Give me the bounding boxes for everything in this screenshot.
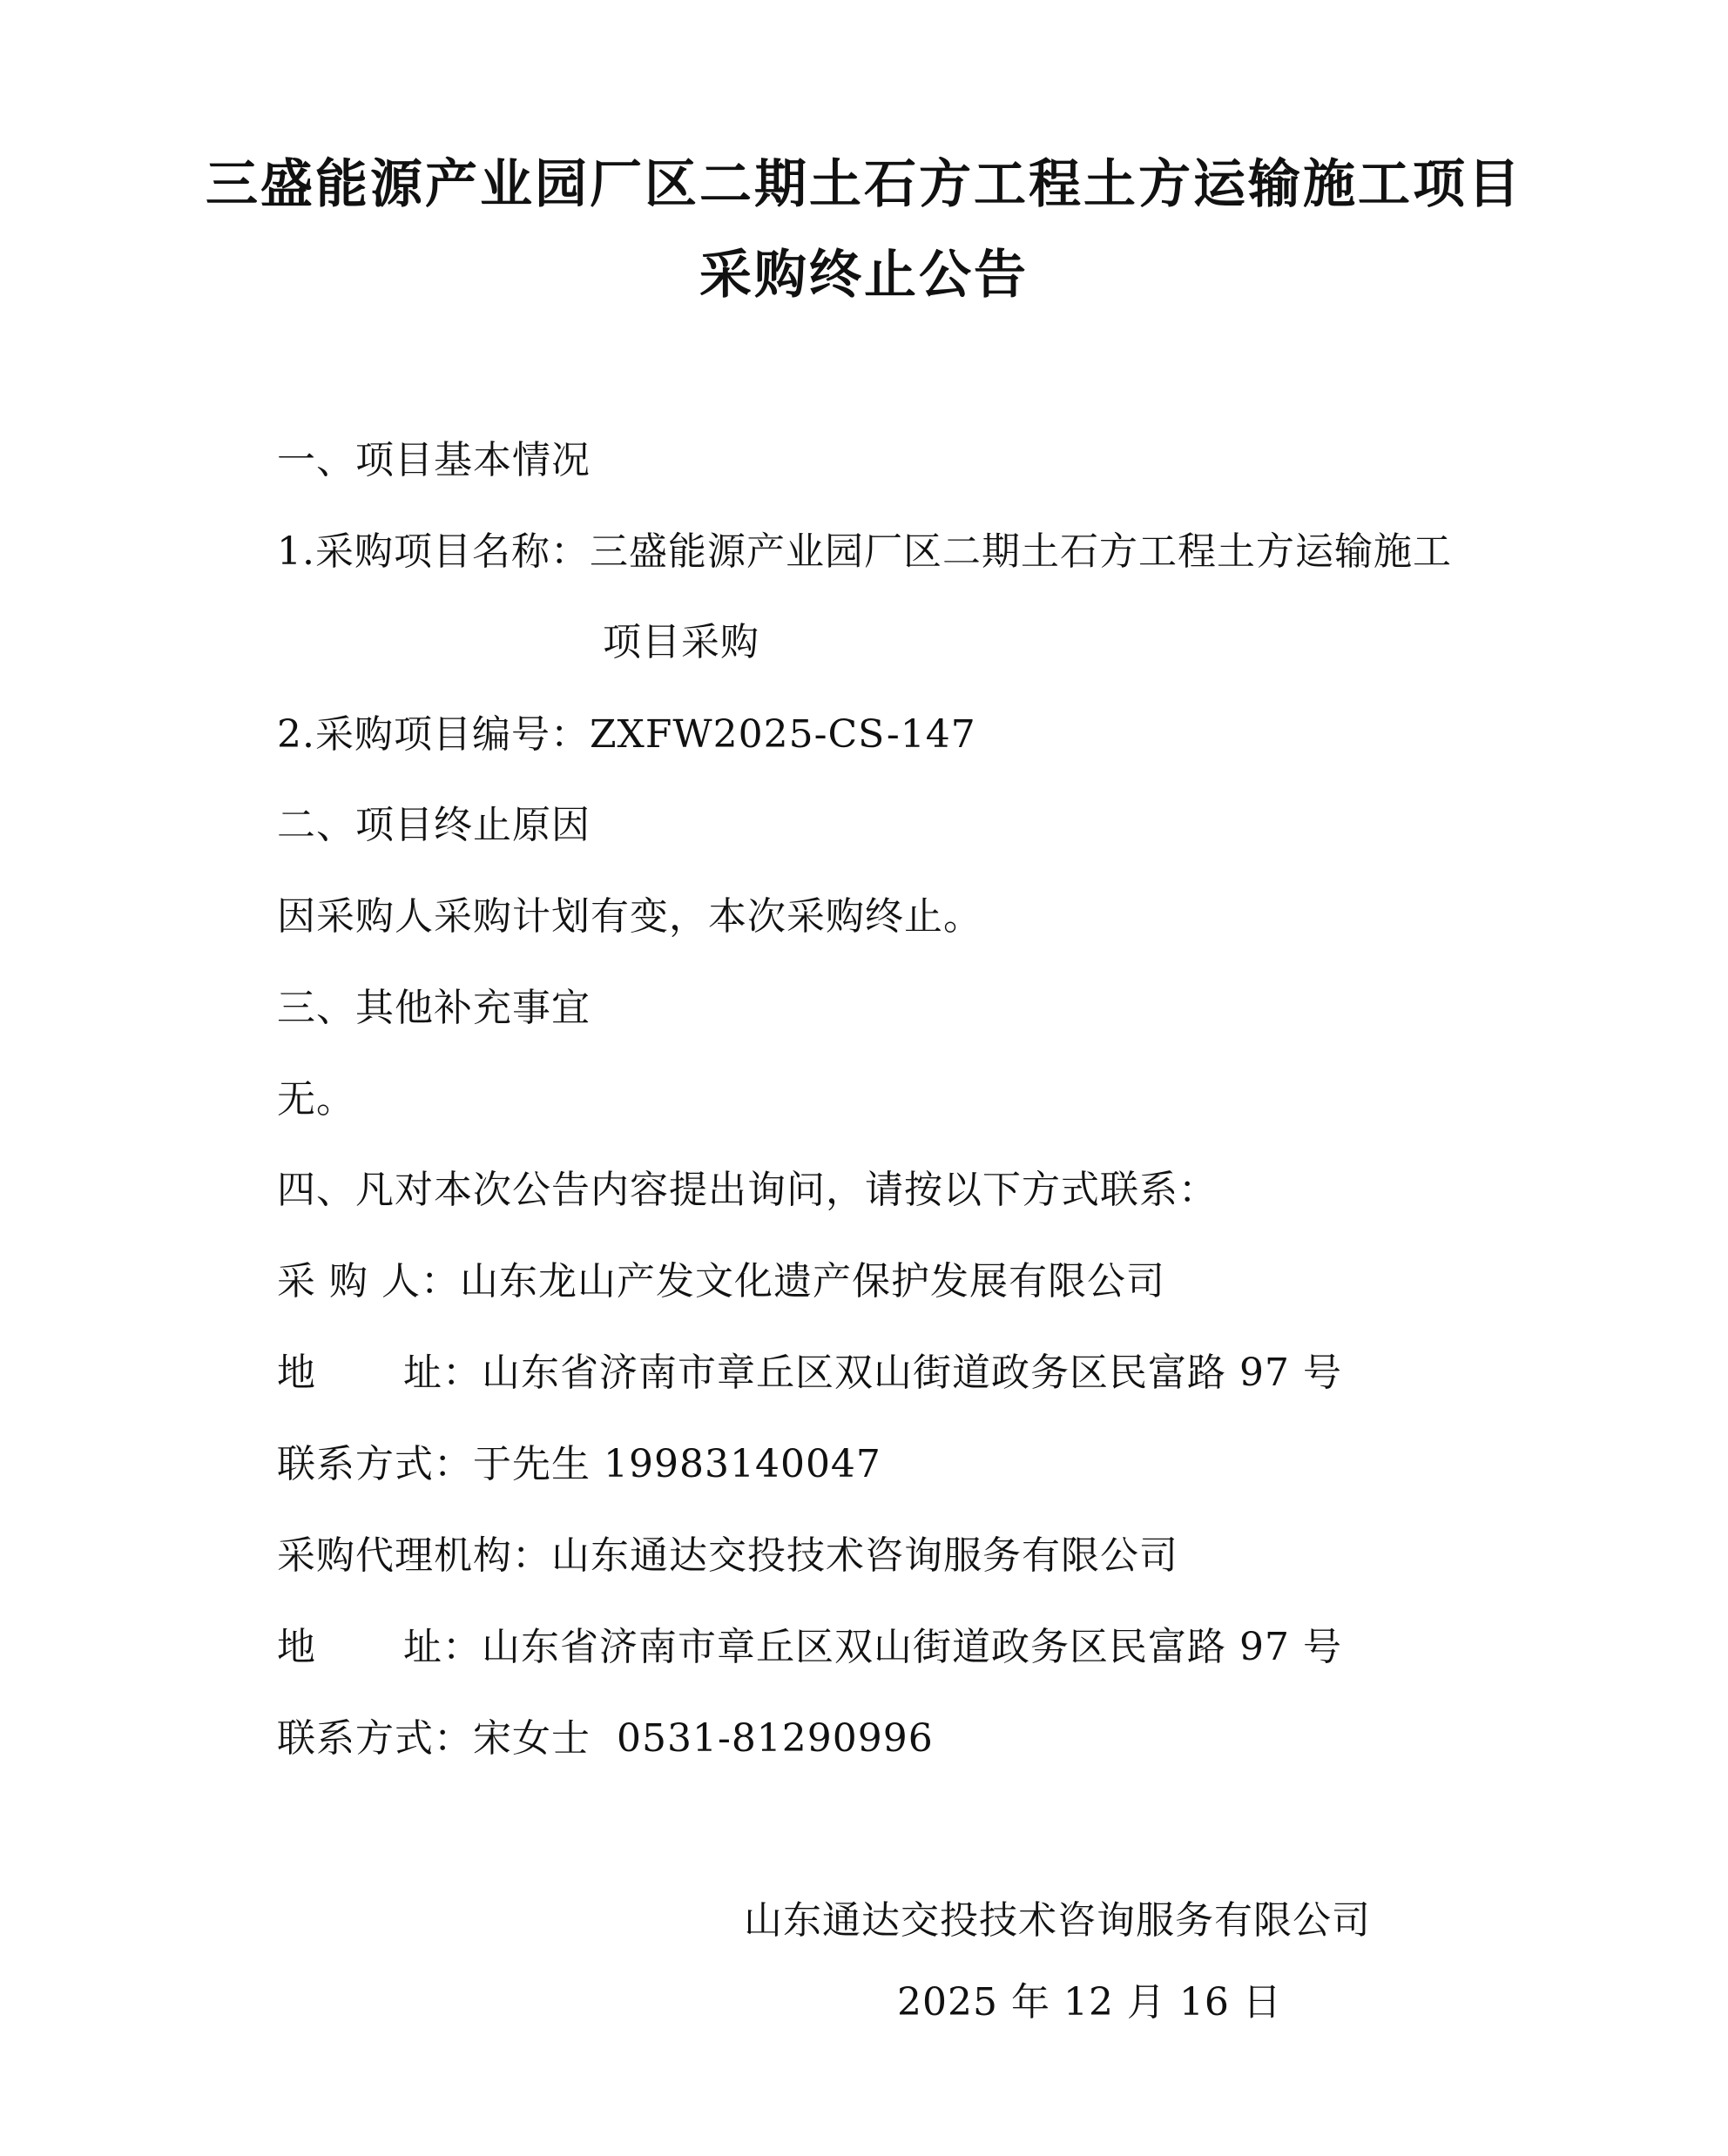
purchaser-address-label-left: 地 xyxy=(277,1351,316,1395)
agency-address-label-right: 址： xyxy=(403,1625,482,1669)
section-4-heading: 四、凡对本次公告内容提出询问，请按以下方式联系： xyxy=(277,1168,1218,1212)
agency-value: 山东通达交投技术咨询服务有限公司 xyxy=(551,1533,1178,1578)
page-title-line-2: 采购终止公告 xyxy=(699,245,1029,306)
agency-label: 采购代理机构： xyxy=(277,1533,551,1578)
section-1-heading: 一、项目基本情况 xyxy=(277,438,591,482)
supplementary-matters: 无。 xyxy=(277,1077,355,1122)
page-title-line-1: 三盛能源产业园厂区二期土石方工程土方运输施工项目 xyxy=(206,154,1522,215)
purchaser-contact-row xyxy=(277,1442,881,1486)
agency-contact-value: 宋女士 0531-81290996 xyxy=(473,1716,934,1761)
project-number-value: ZXFW2025-CS-147 xyxy=(589,712,976,757)
agency-contact-row xyxy=(277,1716,934,1761)
project-number-label: 2.采购项目编号： xyxy=(277,712,590,757)
signature-date: 2025 年 12 月 16 日 xyxy=(897,1980,1282,2025)
purchaser-address-row xyxy=(277,1351,1342,1395)
project-name-value: 三盛能源产业园厂区二期土石方工程土方运输施工 xyxy=(589,529,1452,574)
project-number-row xyxy=(277,712,976,757)
agency-contact-label: 联系方式： xyxy=(277,1716,473,1761)
project-name-value-continued: 项目采购 xyxy=(603,620,759,664)
section-2-heading: 二、项目终止原因 xyxy=(277,803,591,847)
agency-address-label-left: 地 xyxy=(277,1625,316,1669)
purchaser-contact-label: 联系方式： xyxy=(277,1442,473,1486)
purchaser-row xyxy=(277,1259,1165,1304)
signature-company: 山东通达交投技术咨询服务有限公司 xyxy=(744,1898,1371,1943)
agency-address-value: 山东省济南市章丘区双山街道政务区民富路 97 号 xyxy=(482,1625,1342,1669)
purchaser-contact-value: 于先生 19983140047 xyxy=(473,1442,881,1486)
purchaser-value: 山东龙山产发文化遗产保护发展有限公司 xyxy=(459,1259,1165,1304)
project-name-row xyxy=(277,529,1452,574)
project-name-label: 1.采购项目名称： xyxy=(277,529,590,574)
purchaser-label: 采 购 人： xyxy=(277,1259,460,1304)
section-3-heading: 三、其他补充事宜 xyxy=(277,986,591,1030)
agency-address-row xyxy=(277,1625,1342,1669)
purchaser-address-value: 山东省济南市章丘区双山街道政务区民富路 97 号 xyxy=(482,1351,1342,1395)
agency-row xyxy=(277,1533,1178,1578)
purchaser-address-label-right: 址： xyxy=(403,1351,482,1395)
termination-reason: 因采购人采购计划有变，本次采购终止。 xyxy=(277,894,982,939)
